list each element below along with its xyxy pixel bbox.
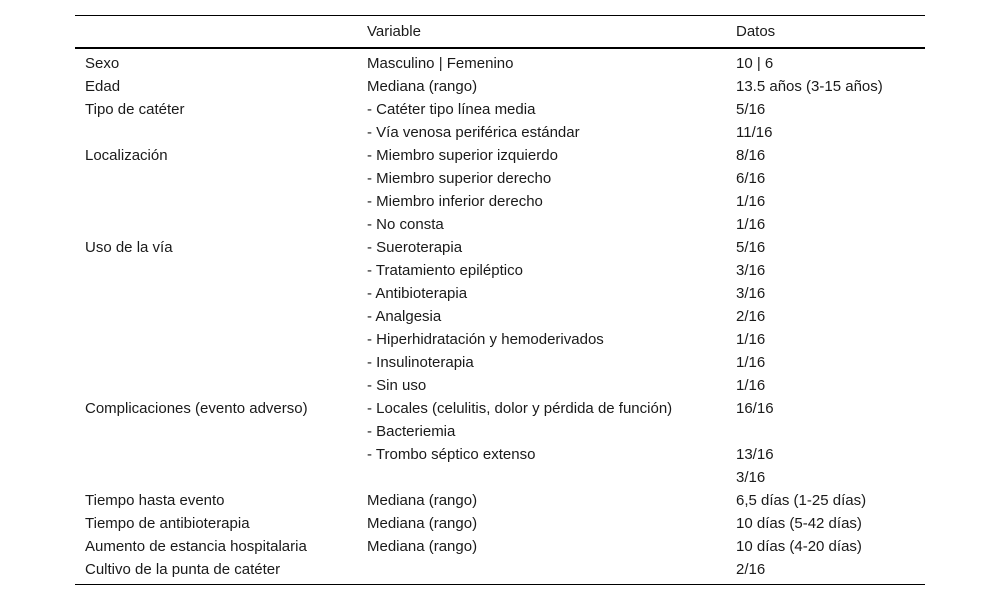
datos-cell: 2/16 [736, 561, 766, 578]
table-row [75, 282, 925, 305]
table-row [75, 466, 925, 489]
datos-cell: 8/16 [736, 147, 766, 164]
variable-cell: Mediana (rango) [367, 78, 478, 95]
table-row [75, 213, 925, 236]
table-row [75, 190, 925, 213]
table-row [75, 374, 925, 397]
table-row [75, 420, 925, 443]
datos-cell: 3/16 [736, 469, 766, 486]
variable-cell: - Catéter tipo línea media [367, 101, 536, 118]
datos-cell: 3/16 [736, 262, 766, 279]
variable-cell: - Locales (celulitis, dolor y pérdida de función) [367, 400, 673, 417]
table-row [75, 75, 925, 98]
table-row [75, 489, 925, 512]
row-label-cell: Uso de la vía [85, 239, 173, 256]
header-cell-variable: Variable [367, 23, 421, 40]
variable-cell: - Miembro superior derecho [367, 170, 552, 187]
row-label-cell: Localización [85, 147, 168, 164]
table-row [75, 52, 925, 75]
table-row [75, 328, 925, 351]
datos-cell: 3/16 [736, 285, 766, 302]
row-label-cell: Tiempo de antibioterapia [85, 515, 250, 532]
variable-cell: - Sueroterapia [367, 239, 463, 256]
datos-cell: 1/16 [736, 331, 766, 348]
datos-cell: 10 días (4-20 días) [736, 538, 862, 555]
datos-cell: 6/16 [736, 170, 766, 187]
datos-cell: 16/16 [736, 400, 774, 417]
table-row [75, 305, 925, 328]
variable-cell: - Vía venosa periférica estándar [367, 124, 580, 141]
table-row [75, 167, 925, 190]
datos-cell: 1/16 [736, 354, 766, 371]
datos-cell: 11/16 [736, 124, 773, 141]
table-bottom-rule [75, 584, 925, 585]
datos-cell: 13/16 [736, 446, 774, 463]
table-row [75, 397, 925, 420]
row-label-cell: Tipo de catéter [85, 101, 185, 118]
datos-cell: 5/16 [736, 239, 766, 256]
variable-cell: Mediana (rango) [367, 515, 478, 532]
table-row [75, 558, 925, 581]
table-row [75, 144, 925, 167]
variable-cell: Mediana (rango) [367, 538, 478, 555]
table-row [75, 512, 925, 535]
row-label-cell: Complicaciones (evento adverso) [85, 400, 308, 417]
table-row [75, 121, 925, 144]
variable-cell: - No consta [367, 216, 444, 233]
table-body [75, 49, 925, 584]
variable-cell: - Trombo séptico extenso [367, 446, 536, 463]
variable-cell: - Bacteriemia [367, 423, 456, 440]
datos-cell: 5/16 [736, 101, 766, 118]
variable-cell: - Miembro superior izquierdo [367, 147, 558, 164]
datos-cell: 10 | 6 [736, 55, 774, 72]
data-table [75, 15, 925, 585]
table-row [75, 98, 925, 121]
datos-cell: 10 días (5-42 días) [736, 515, 862, 532]
variable-cell: - Tratamiento epiléptico [367, 262, 523, 279]
datos-cell: 6,5 días (1-25 días) [736, 492, 867, 509]
table-header-row [75, 16, 925, 47]
datos-cell: 13.5 años (3-15 años) [736, 78, 883, 95]
row-label-cell: Tiempo hasta evento [85, 492, 225, 509]
table-row [75, 351, 925, 374]
variable-cell: Masculino | Femenino [367, 55, 514, 72]
table-row [75, 443, 925, 466]
variable-cell: - Antibioterapia [367, 285, 468, 302]
variable-cell: - Hiperhidratación y hemoderivados [367, 331, 604, 348]
row-label-cell: Cultivo de la punta de catéter [85, 561, 281, 578]
table-row [75, 236, 925, 259]
table-row [75, 535, 925, 558]
datos-cell: 2/16 [736, 308, 766, 325]
row-label-cell: Edad [85, 78, 121, 95]
datos-cell: 1/16 [736, 377, 766, 394]
row-label-cell: Aumento de estancia hospitalaria [85, 538, 307, 555]
header-cell-datos: Datos [736, 23, 776, 40]
datos-cell: 1/16 [736, 193, 766, 210]
variable-cell: - Insulinoterapia [367, 354, 474, 371]
row-label-cell: Sexo [85, 55, 120, 72]
variable-cell: Mediana (rango) [367, 492, 478, 509]
variable-cell: - Analgesia [367, 308, 442, 325]
datos-cell: 1/16 [736, 216, 766, 233]
variable-cell: - Miembro inferior derecho [367, 193, 543, 210]
variable-cell: - Sin uso [367, 377, 427, 394]
table-row [75, 259, 925, 282]
